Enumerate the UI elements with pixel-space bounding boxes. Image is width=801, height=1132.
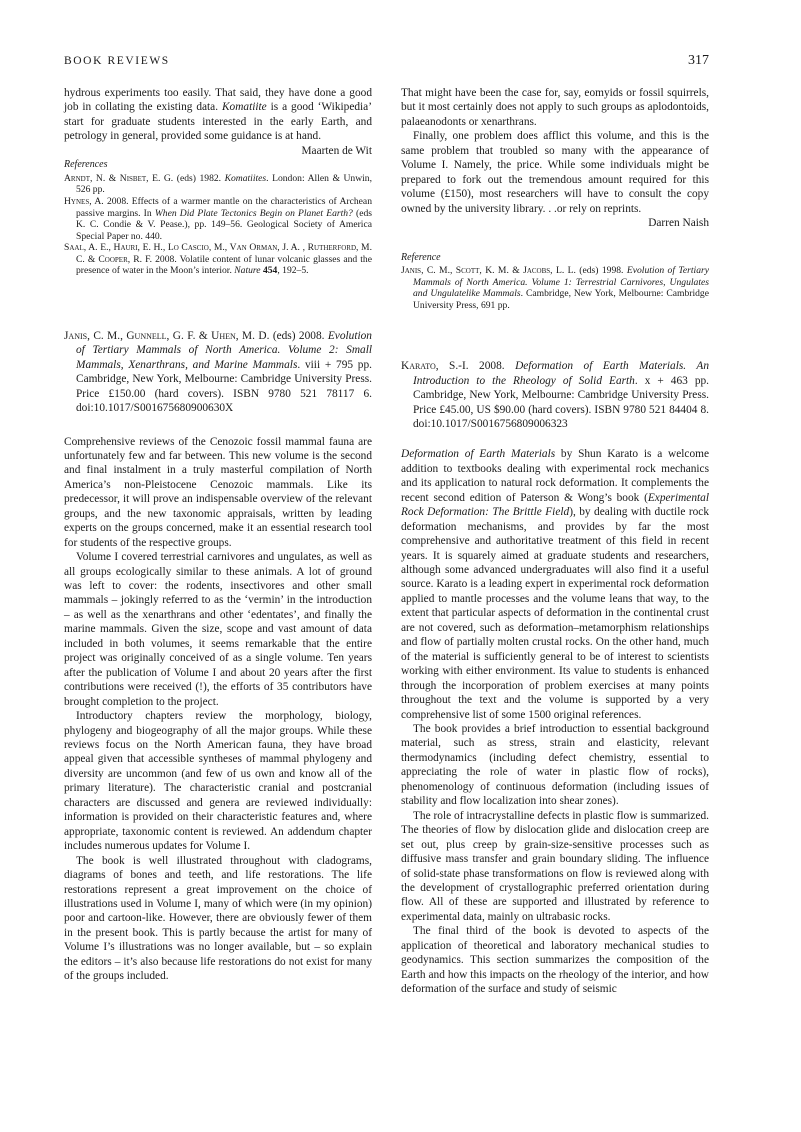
review-paragraph: The role of intracrystalline defects in plastic flow is summarized. The theories of flow by dislocation glide and dislocation creep are set out, plus creep by grain-size-sensitive processes such as diffusive mass transfer and grain boundary sliding. The influence of solid-state phase transformations on flow is reviewed along with the development of crystallographic preferred orientation during flow. All of these are supported and illustrated by reference to experimental data, mainly on ultrabasic rocks.: [401, 809, 709, 923]
review-paragraph: Comprehensive reviews of the Cenozoic fossil mammal fauna are unfortunately few and far between. This new volume is the second and final instalment in a truly masterful compilation of North America’s non-Pleistocene Cenozoic mammals. Like its predecessor, it will prove an indispensable overview of the relevant groups, and the new taxonomic appraisals, written by leading experts on the groups concerned, make it an essential research tool for students of the respective groups.: [64, 435, 372, 549]
right-column: [401, 86, 709, 997]
left-column: [64, 86, 372, 984]
book-entry-karato: Karato, S.-I. 2008. Deformation of Earth Materials. An Introduction to the Rheology of Solid Earth. x + 463 pp. Cambridge, New York, Melbourne: Cambridge University Press. Price £45.00, US $90.00 (hard covers). ISBN 9780 521 84404 8. doi:10.1017/S0016756809006323: [401, 360, 709, 430]
previous-review-continuation: hydrous experiments too easily. That said, they have done a good job in collating the existing data. Komatiite is a good ‘Wikipedia’ start for graduate students interested in the early Earth, and petrology in general, provided some guidance is at hand.: [64, 87, 372, 143]
book-entry-janis: Janis, C. M., Gunnell, G. F. & Uhen, M. D. (eds) 2008. Evolution of Tertiary Mammals of North America. Volume 2: Small Mammals, Xenarthrans, and Marine Mammals. viii + 795 pp. Cambridge, New York, Melbourne: Cambridge University Press. Price £150.00 (hard covers). ISBN 9780 521 78117 6. doi:10.1017/S001675680900630X: [64, 330, 372, 415]
review-paragraph: The book is well illustrated throughout with cladograms, diagrams of bones and teeth, and life restorations. The life restorations represent a great improvement on the choice of illustrations used in Volume I, many of which were (in my opinion) poor and cartoon-like. However, there are obviously fewer of them in the present book. This is partly because the artist for many of Volume I’s illustrations was no longer available, but – so explain the editors – it’s also because life restorations do not exist for many of the groups included.: [64, 854, 372, 983]
reviewer-signature: Maarten de Wit: [301, 144, 372, 157]
review-paragraph: Volume I covered terrestrial carnivores and ungulates, as well as all groups ecologically similar to these animals. A lot of ground was left to cover: the rodents, insectivores and other small mammals – jokingly referred to as the ‘vermin’ in the introduction – as well as the xenarthrans and other ‘edentates’, and finally the marine mammals. Given the size, scope and vast amount of data included in both volumes, it seems remarkable that the entire project was originally conceived of as a single volume. Ten years after the publication of Volume I and about 20 years after the first contributions were received (!), the efforts of 35 contributors have brought completion to the project.: [64, 551, 372, 708]
reference-heading: Reference: [401, 251, 441, 263]
page-number: 317: [688, 53, 709, 68]
review-paragraph: The final third of the book is devoted to aspects of the application of theoretical and laboratory mechanical studies to geodynamics. This section summarizes the composition of the Earth and how this impacts on the rheology of the interior, and how deformation of the surface and study of seismic: [401, 925, 709, 996]
review-paragraph: Finally, one problem does afflict this volume, and this is the same problem that troubled so many with the appearance of Volume I. Namely, the price. While some individuals might be prepared to fork out the tremendous amount required for this volume (£150), most researchers will have to consult the copy owned by the university library. . .or rely on reprints.: [401, 130, 709, 215]
review-paragraph: Deformation of Earth Materials by Shun Karato is a welcome addition to textbooks dealing with experimental rock mechanics and its application to natural rock deformation. It complements the recent second edition of Paterson & Wong’s book (Experimental Rock Deformation: The Brittle Field), by dealing with ductile rock deformation mechanisms, and provides by far the most comprehensive and authoritative treatment of this field in recent years. It is squarely aimed at graduate students and researchers, although some advanced undergraduates will also find it a useful source. Karato is a leading expert in experimental rock deformation applied to mantle processes and the volume leans that way, to the extent that particular aspects of deformation in the continental crust are not covered, such as deformation–metamorphism relationships and flow of partially molten crustal rocks. On the other hand, much of the material is sufficiently general to be of interest to scientists working with either environment. Its value to students is enhanced through the incorporation of problem exercises at many points throughout the text and the volume is supported by a very comprehensive list of some 1500 original references.: [401, 448, 709, 721]
review-paragraph: That might have been the case for, say, eomyids or fossil squirrels, but it most certainly does not apply to such groups as aplodontoids, palaeanodonts or xenarthrans.: [401, 87, 709, 128]
reference-item: Janis, C. M., Scott, K. M. & Jacobs, L. L. (eds) 1998. Evolution of Tertiary Mammals of North America. Volume 1: Terrestrial Carnivores, Ungulates and Ungulatelike Mammals. Cambridge, New York, Melbourne: Cambridge University Press, 691 pp.: [401, 264, 709, 311]
references-heading: References: [64, 159, 108, 171]
reference-item: Saal, A. E., Hauri, E. H., Lo Cascio, M., Van Orman, J. A. , Rutherford, M. C. & Cooper, R. F. 2008. Volatile content of lunar volcanic glasses and the presence of water in the Moon’s interior. Nature 454, 192–5.: [64, 242, 372, 277]
book-title: Komatiite: [221, 101, 267, 114]
reference-item: Hynes, A. 2008. Effects of a warmer mantle on the characteristics of Archean passive margins. In When Did Plate Tectonics Begin on Planet Earth? (eds K. C. Condie & V. Pease.), pp. 149–56. Geological Society of America Special Paper no. 440.: [64, 195, 372, 242]
review-paragraph: The book provides a brief introduction to essential background material, such as stress, strain and elasticity, relevant thermodynamics (including defect chemistry, essential to appreciating the role of water in plastic flow of rocks), phenomenology of continuous deformation (including issues of stability and flow localization into shear zones).: [401, 723, 709, 808]
reference-item: Arndt, N. & Nisbet, E. G. (eds) 1982. Komatiites. London: Allen & Unwin, 526 pp.: [64, 172, 372, 196]
running-head: BOOK REVIEWS: [64, 55, 170, 67]
reviewer-signature: Darren Naish: [648, 217, 709, 230]
review-paragraph: Introductory chapters review the morphology, biology, phylogeny and biogeography of all the major groups. While these reviews focus on the North American fauna, they have broad appeal given that accessible syntheses of mammal phylogeny and diversity are uncommon (and few of us own and know all of the primary literature). The characteristic cranial and postcranial characters are discussed and genera are reviewed individually: information is provided on their characteristic features and, where appropriate, taxonomic content is reviewed. An addendum chapter includes numerous updates for Volume I.: [64, 710, 372, 853]
